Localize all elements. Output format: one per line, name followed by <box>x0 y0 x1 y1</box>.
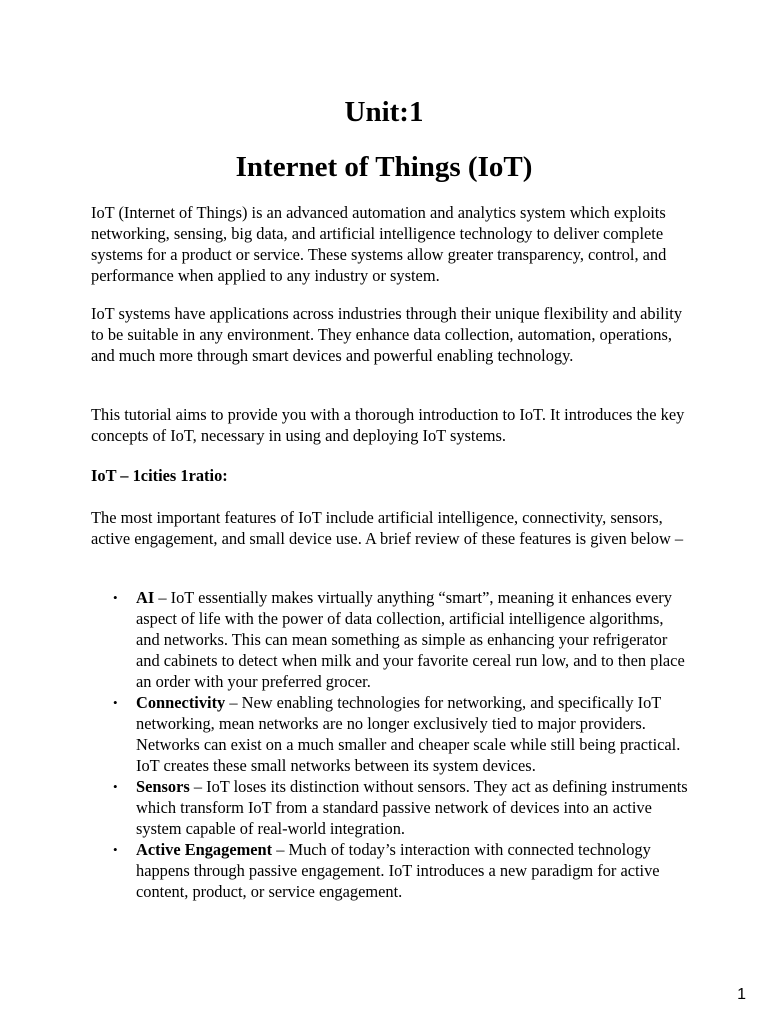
feature-item-active-engagement <box>91 839 691 902</box>
feature-term: Sensors <box>136 777 190 796</box>
tutorial-paragraph: This tutorial aims to provide you with a thorough introduction to IoT. It introduces the key concepts of IoT, necessary in using and deploying IoT systems. <box>91 405 685 445</box>
feature-description: – New enabling technologies for networking, and specifically IoT networking, mean networks are no longer exclusively tied to major providers. Networks can exist on a much smaller and cheaper scale while still being practical. IoT creates these small networks between its system devices. <box>136 693 681 775</box>
bullet-icon: • <box>113 779 118 794</box>
applications-paragraph: IoT systems have applications across industries through their unique flexibility and ability to be suitable in any environment. They enhance data collection, automation, operations, and much more through smart devices and powerful enabling technology. <box>91 304 683 365</box>
bullet-icon: • <box>113 590 118 605</box>
page-title: Internet of Things (IoT) <box>235 151 533 183</box>
feature-description: – IoT essentially makes virtually anything “smart”, meaning it enhances every aspect of life with the power of data collection, artificial intelligence algorithms, and networks. This can mean something as simple as enhancing your refrigerator and cabinets to detect when milk and your favorite cereal run low, and to then place an order with your preferred grocer. <box>136 588 685 691</box>
unit-title: Unit:1 <box>344 96 424 128</box>
feature-list <box>91 587 691 902</box>
features-heading: IoT – 1cities 1ratio: <box>91 466 228 485</box>
feature-term: AI <box>136 588 155 607</box>
intro-paragraph: IoT (Internet of Things) is an advanced automation and analytics system which exploits networking, sensing, big data, and artificial intelligence technology to deliver complete systems for a product or service. These systems allow greater transparency, control, and performance when applied to any industry or system. <box>91 203 667 285</box>
feature-description: – Much of today’s interaction with connected technology happens through passive engagement. IoT introduces a new paradigm for active content, product, or service engagement. <box>136 840 660 901</box>
bullet-icon: • <box>113 695 118 710</box>
bullet-icon: • <box>113 842 118 857</box>
feature-item-ai <box>91 587 691 692</box>
features-intro-paragraph: The most important features of IoT include artificial intelligence, connectivity, sensors, active engagement, and small device use. A brief review of these features is given below – <box>91 508 684 548</box>
feature-description: – IoT loses its distinction without sensors. They act as defining instruments which transform IoT from a standard passive network of devices into an active system capable of real-world integration. <box>136 777 688 838</box>
feature-term: Active Engagement <box>136 840 273 859</box>
page-number: 1 <box>737 986 746 1003</box>
feature-item-sensors <box>91 776 691 839</box>
feature-item-connectivity <box>91 692 691 776</box>
feature-term: Connectivity <box>136 693 226 712</box>
